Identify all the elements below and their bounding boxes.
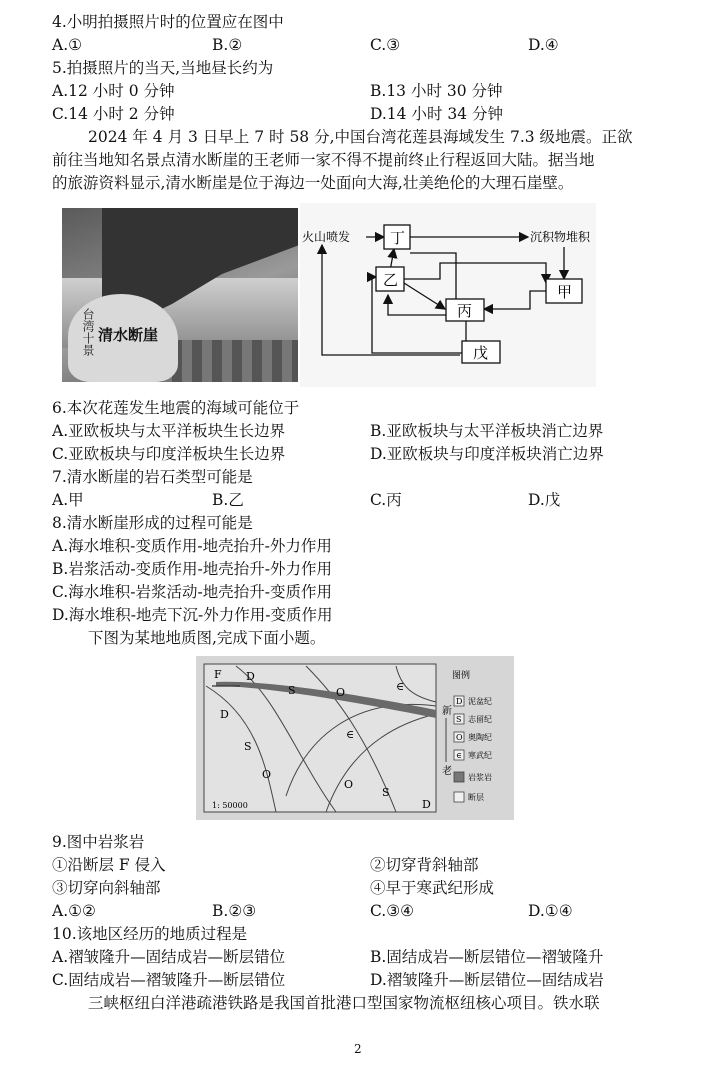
q6-stem: 6.本次花莲发生地震的海域可能位于 [52,399,300,417]
next-passage-line: 三峡枢纽白洋港疏港铁路是我国首批港口型国家物流枢纽核心项目。铁水联 [88,994,600,1012]
q5-option-a: A.12 小时 0 分钟 [52,82,175,100]
q7-option-d: D.戊 [528,491,561,509]
map-label-8: O [262,768,272,781]
passage-line-3: 的旅游资料显示,清水断崖是位于海边一处面向大海,壮美绝伦的大理石崖壁。 [52,174,574,192]
map-intro: 下图为某地地质图,完成下面小题。 [88,629,326,647]
q9-option-c: C.③④ [370,902,415,920]
legend-key-d: D [456,697,463,706]
q9-item-3: ③切穿向斜轴部 [52,879,161,897]
q4-option-b: B.② [212,36,243,54]
map-old: 老 [442,766,452,777]
q9-item-1: ①沿断层 F 侵入 [52,856,166,874]
q10-option-b: B.固结成岩—断层错位—褶皱隆升 [370,948,604,966]
q7-stem: 7.清水断崖的岩石类型可能是 [52,468,253,486]
q5-option-d: D.14 小时 34 分钟 [370,105,504,123]
legend-key-e: ∈ [456,751,462,760]
q6-option-b: B.亚欧板块与太平洋板块消亡边界 [370,422,604,440]
map-label-5: D [220,708,229,721]
q4-option-d: D.④ [528,36,559,54]
q8-option-b: B.岩浆活动-变质作用-地壳抬升-外力作用 [52,560,333,578]
legend-title: 图例 [452,671,471,681]
label-sediment: 沉积物堆积 [530,230,591,244]
page-number: 2 [354,1042,362,1056]
cliff-photo [62,208,298,382]
legend-cambrian: 寒武纪 [468,751,492,760]
q4-option-c: C.③ [370,36,401,54]
q10-option-c: C.固结成岩—褶皱隆升—断层错位 [52,971,286,989]
map-label-1: D [246,670,255,683]
map-label-4: ∈ [396,680,405,693]
label-volcano: 火山喷发 [302,230,351,244]
q7-option-b: B.乙 [212,491,244,509]
map-label-2: S [288,684,296,697]
box-ding: 丁 [390,229,406,247]
q7-option-a: A.甲 [52,491,84,509]
legend-igneous: 岩浆岩 [468,773,492,782]
box-yi: 乙 [383,271,399,289]
rock-text-main: 清水断崖 [98,326,159,344]
legend-silurian: 志留纪 [468,715,492,724]
q9-item-4: ④早于寒武纪形成 [370,879,495,897]
q9-option-b: B.②③ [212,902,257,920]
q6-option-a: A.亚欧板块与太平洋板块生长边界 [52,422,286,440]
box-wu: 戊 [473,344,489,362]
map-label-3: O [336,686,346,699]
q7-option-c: C.丙 [370,491,402,509]
q9-option-d: D.①④ [528,902,573,920]
rock-cycle-diagram [300,203,596,387]
q8-option-c: C.海水堆积-岩浆活动-地壳抬升-变质作用 [52,583,332,601]
q4-option-a: A.① [52,36,83,54]
q9-item-2: ②切穿背斜轴部 [370,856,479,874]
geological-map [196,656,514,820]
q9-stem: 9.图中岩浆岩 [52,833,145,851]
legend-key-s: S [456,715,462,724]
map-new: 新 [442,706,452,717]
q10-option-a: A.褶皱隆升—固结成岩—断层错位 [52,948,286,966]
map-label-10: S [382,786,390,799]
q4-stem: 4.小明拍摄照片时的位置应在图中 [52,13,284,31]
box-bing: 丙 [457,302,473,320]
passage-line-2: 前往当地知名景点清水断崖的王老师一家不得不提前终止行程返回大陆。据当地 [52,151,595,169]
legend-devonian: 泥盆纪 [468,697,492,706]
q6-option-d: D.亚欧板块与印度洋板块消亡边界 [370,445,604,463]
passage-line-1: 2024 年 4 月 3 日早上 7 时 58 分,中国台湾花莲县海域发生 7.3 级地震。正欲 [88,128,633,146]
q6-option-c: C.亚欧板块与印度洋板块生长边界 [52,445,286,463]
legend-key-o: O [456,733,463,742]
rock-text-small: 台湾十景 [81,308,95,356]
map-fault-label: F [214,668,222,681]
q8-option-d: D.海水堆积-地壳下沉-外力作用-变质作用 [52,606,333,624]
legend-ordovician: 奥陶纪 [468,733,492,742]
legend-fault: 断层 [468,793,484,802]
q10-stem: 10.该地区经历的地质过程是 [52,925,248,943]
map-label-7: ∈ [346,728,355,741]
map-label-11: D [422,798,431,811]
q5-option-b: B.13 小时 30 分钟 [370,82,503,100]
box-jia: 甲 [557,283,573,301]
map-label-9: O [344,778,354,791]
q8-stem: 8.清水断崖形成的过程可能是 [52,514,253,532]
q5-option-c: C.14 小时 2 分钟 [52,105,175,123]
map-label-6: S [244,740,252,753]
q5-stem: 5.拍摄照片的当天,当地昼长约为 [52,59,274,77]
q9-option-a: A.①② [52,902,96,920]
q10-option-d: D.褶皱隆升—断层错位—固结成岩 [370,971,604,989]
q8-option-a: A.海水堆积-变质作用-地壳抬升-外力作用 [52,537,332,555]
map-scale: 1: 50000 [212,801,248,810]
